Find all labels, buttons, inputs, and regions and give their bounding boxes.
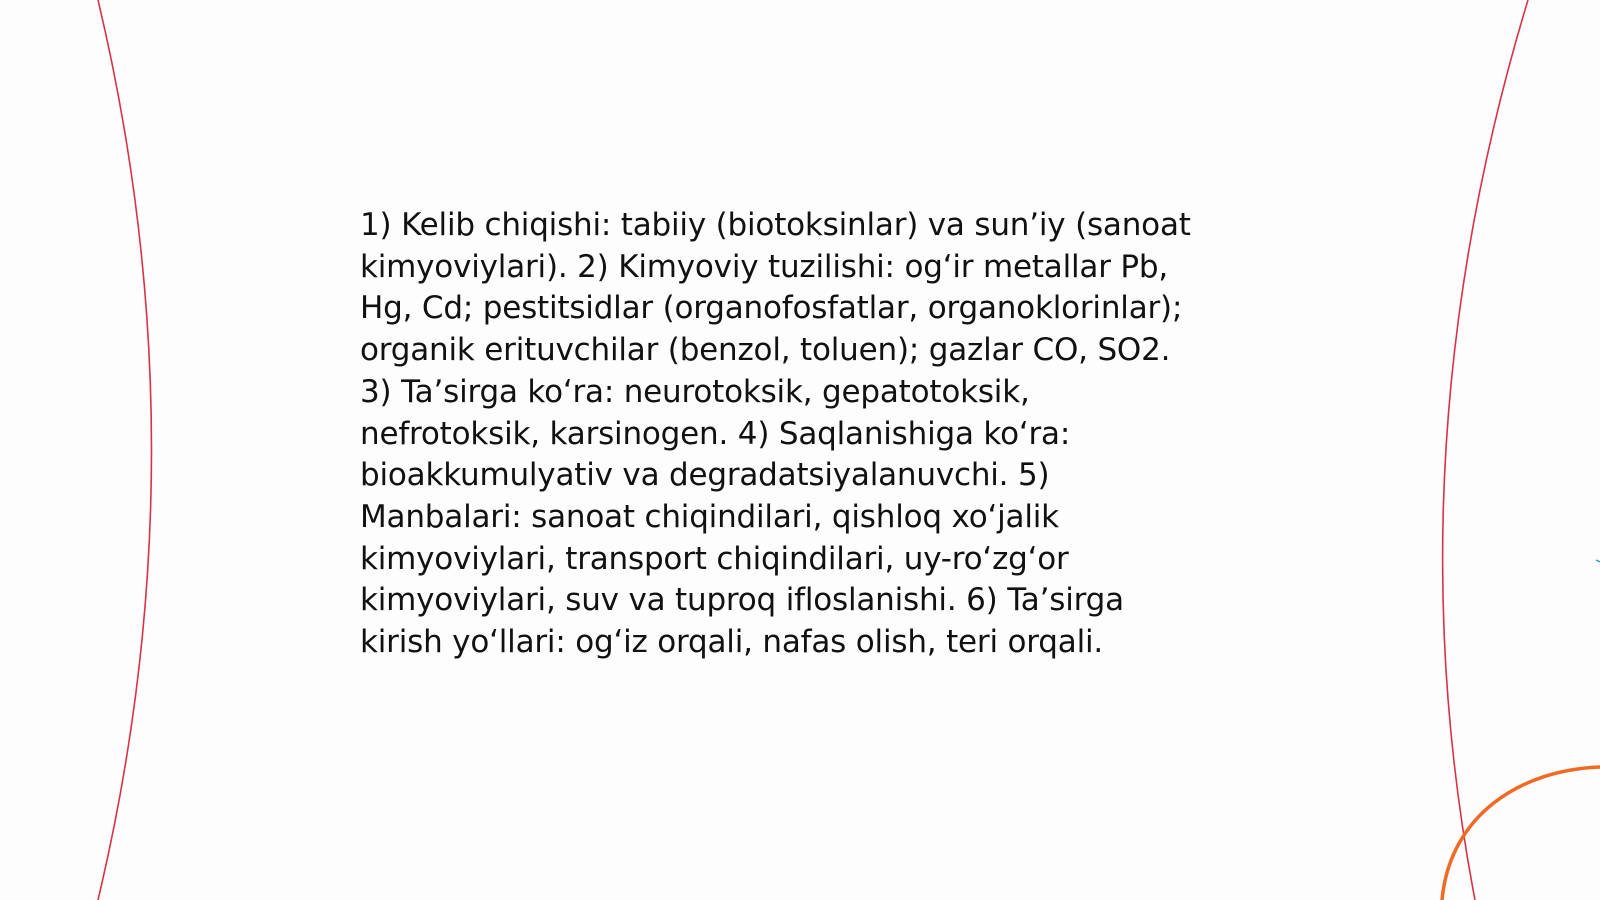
corner-arc [1442,767,1600,900]
left-arc [98,0,152,900]
right-arc [1443,0,1528,900]
right-edge-tick [1596,560,1600,562]
slide-body-text: 1) Kelib chiqishi: tabiiy (biotoksinlar) va sun’iy (sanoat kimyoviylari). 2) Kimyoviy tuzilishi: og‘ir metallar Pb, Hg, Cd; pestitsidlar (organofosfatlar, organoklorinlar); organik erituvchilar (benzol, toluen); gazlar CO, SO2. 3) Ta’sirga ko‘ra: neurotoksik, gepatotoksik, nefrotoksik, karsinogen. 4) Saqlanishiga ko‘ra: bioakkumulyativ va degradatsiyalanuvchi. 5) Manbalari: sanoat chiqindilari, qishloq xo‘jalik kimyoviylari, transport chiqindilari, uy-ro‘zg‘or kimyoviylari, suv va tuproq ifloslanishi. 6) Ta’sirga kirish yo‘llari: og‘iz orqali, nafas olish, teri orqali. [360,207,1191,661]
